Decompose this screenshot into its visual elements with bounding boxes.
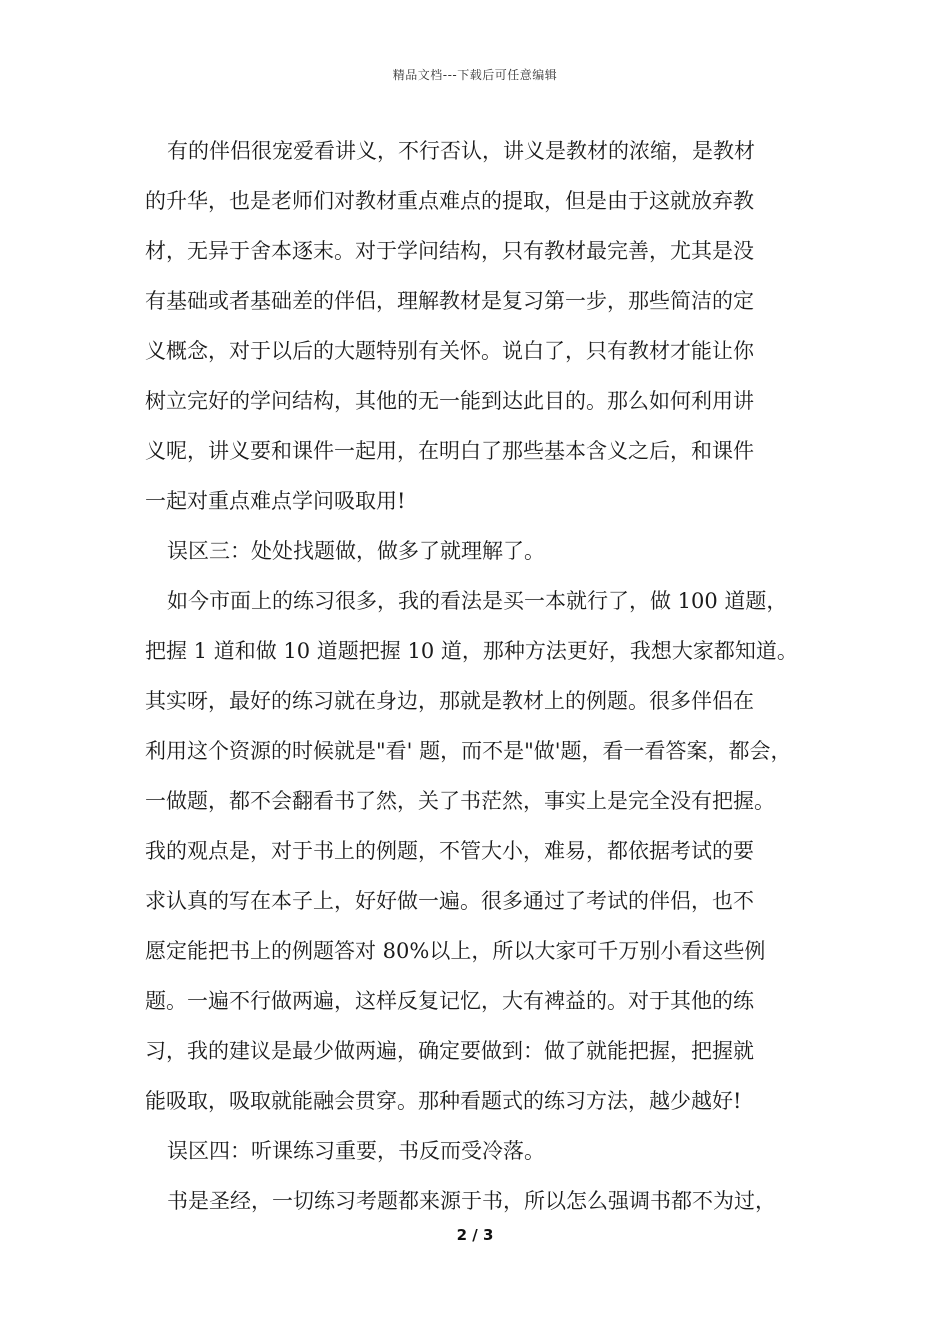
text-line: 其实呀，最好的练习就在身边，那就是教材上的例题。很多伴侣在	[145, 689, 754, 713]
document-body	[145, 126, 815, 1226]
text-line: 材，无异于舍本逐末。对于学问结构，只有教材最完善，尤其是没	[145, 239, 754, 263]
text-line: 有基础或者基础差的伴侣，理解教材是复习第一步，那些简洁的定	[145, 289, 754, 313]
heading-line: 误区四：听课练习重要，书反而受冷落。	[167, 1139, 545, 1163]
paragraph	[145, 576, 815, 1126]
text-line: 题。一遍不行做两遍，这样反复记忆，大有裨益的。对于其他的练	[145, 989, 754, 1013]
text-line: 书是圣经，一切练习考题都来源于书，所以怎么强调书都不为过，	[167, 1189, 776, 1213]
page-header: 精品文档---下载后可任意编辑	[392, 68, 558, 82]
paragraph	[145, 1176, 815, 1226]
text-line: 求认真的写在本子上，好好做一遍。很多通过了考试的伴侣，也不	[145, 889, 754, 913]
section-heading	[145, 526, 815, 576]
text-line: 愿定能把书上的例题答对 80%以上，所以大家可千万别小看这些例	[145, 939, 766, 963]
page-number: 2 / 3	[456, 1226, 494, 1244]
text-line: 把握 1 道和做 10 道题把握 10 道，那种方法更好，我想大家都知道。	[145, 639, 798, 663]
text-line: 习，我的建议是最少做两遍，确定要做到：做了就能把握，把握就	[145, 1039, 754, 1063]
heading-line: 误区三：处处找题做，做多了就理解了。	[167, 539, 545, 563]
section-heading	[145, 1126, 815, 1176]
text-line: 如今市面上的练习很多，我的看法是买一本就行了，做 100 道题，	[167, 589, 788, 613]
text-line: 义概念，对于以后的大题特别有关怀。说白了，只有教材才能让你	[145, 339, 754, 363]
text-line: 一做题，都不会翻看书了然，关了书茫然，事实上是完全没有把握。	[145, 789, 775, 813]
text-line: 我的观点是，对于书上的例题，不管大小，难易，都依据考试的要	[145, 839, 754, 863]
paragraph	[145, 126, 815, 526]
text-line: 利用这个资源的时候就是"看' 题，而不是"做'题，看一看答案，都会，	[145, 739, 792, 763]
text-line: 有的伴侣很宠爱看讲义，不行否认，讲义是教材的浓缩，是教材	[167, 139, 755, 163]
text-line: 义呢，讲义要和课件一起用，在明白了那些基本含义之后，和课件	[145, 439, 754, 463]
text-line: 一起对重点难点学问吸取用!	[145, 489, 406, 513]
text-line: 的升华，也是老师们对教材重点难点的提取，但是由于这就放弃教	[145, 189, 754, 213]
text-line: 能吸取，吸取就能融会贯穿。那种看题式的练习方法，越少越好!	[145, 1089, 742, 1113]
text-line: 树立完好的学问结构，其他的无一能到达此目的。那么如何利用讲	[145, 389, 754, 413]
